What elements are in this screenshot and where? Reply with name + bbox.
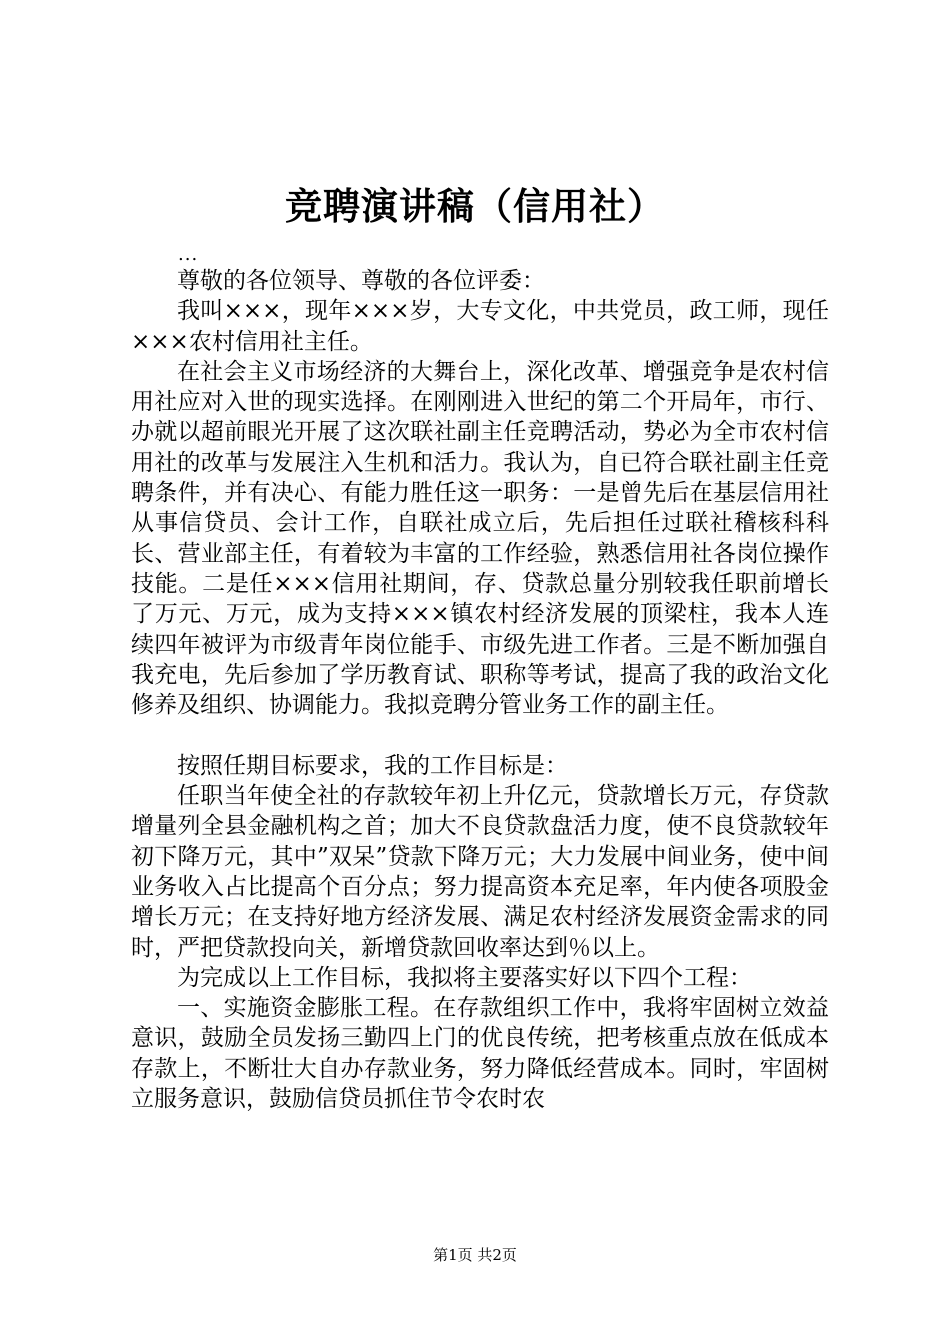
paragraph-goals-heading: 按照任期目标要求，我的工作目标是： [177, 752, 568, 779]
paragraph-projects-intro: 为完成以上工作目标，我拟将主要落实好以下四个工程： [177, 964, 752, 991]
paragraph-salutation: 尊敬的各位领导、尊敬的各位评委： [177, 268, 545, 294]
document-body [131, 266, 829, 1114]
paragraph-qualifications: 在社会主义市场经济的大舞台上，深化改革、增强竞争是农村信用社应对入世的现实选择。在刚刚进入世纪的第二个开局年，市行、办就以超前眼光开展了这次联社副主任竞聘活动，势必为全市农村信用社的改革与发展注入生机和活力。我认为，自已符合联社副主任竞聘条件，并有决心、有能力胜任这一职务：一是曾先后在基层信用社从事信贷员、会计工作，自联社成立后，先后担任过联社稽核科科长、营业部主任，有着较为丰富的工作经验，熟悉信用社各岗位操作技能。二是任×××信用社期间，存、贷款总量分别较我任职前增长了万元、万元，成为支持×××镇农村经济发展的顶梁柱，我本人连续四年被评为市级青年岗位能手、市级先进工作者。三是不断加强自我充电，先后参加了学历教育试、职称等考试，提高了我的政治文化修养及组织、协调能力。我拟竞聘分管业务工作的副主任。 [131, 358, 829, 719]
paragraph-blank [131, 720, 829, 750]
ellipsis-marker: ... [178, 244, 199, 265]
paragraph-project-one: 一、实施资金膨胀工程。在存款组织工作中，我将牢固树立效益意识，鼓励全员发扬三勤四上门的优良传统，把考核重点放在低成本存款上，不断壮大自办存款业务，努力降低经营成本。同时，牢固树立服务意识，鼓励信贷员抓住节令农时农 [131, 995, 829, 1113]
document-title: 竞聘演讲稿（信用社） [285, 184, 665, 228]
paragraph-goals: 任职当年使全社的存款较年初上升亿元，贷款增长万元，存贷款增量列全县金融机构之首；加大不良贷款盘活力度，使不良贷款较年初下降万元，其中”双呆”贷款下降万元；大力发展中间业务，使中间业务收入占比提高个百分点；努力提高资本充足率，年内使各项股金增长万元；在支持好地方经济发展、满足农村经济发展资金需求的同时，严把贷款投向关，新增贷款回收率达到％以上。 [131, 783, 829, 961]
paragraph-introduction: 我叫×××，现年×××岁，大专文化，中共党员，政工师，现任×××农村信用社主任。 [131, 298, 829, 355]
page-number: 第1页 共2页 [433, 1246, 517, 1264]
